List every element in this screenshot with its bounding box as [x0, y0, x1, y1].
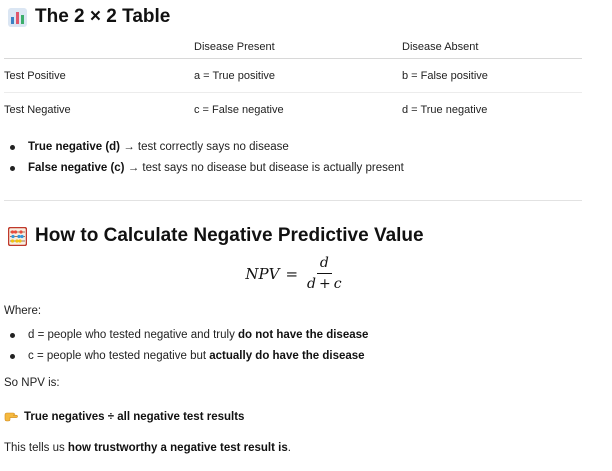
list-item-bold: False negative (c) [28, 162, 125, 174]
list-item-bold: True negative (d) [28, 141, 121, 153]
table-cell: a = True positive [194, 59, 402, 93]
section-divider [4, 200, 582, 201]
abacus-icon [8, 227, 27, 246]
table-row [4, 93, 582, 127]
npv-formula [0, 255, 590, 292]
list-item-text: c = people who tested negative but [28, 350, 210, 362]
formula-denominator [304, 274, 345, 292]
list-item-text: → test correctly says no disease [120, 141, 289, 153]
table-cell: Test Negative [4, 103, 71, 116]
formula-fraction [304, 255, 345, 292]
callout [4, 410, 244, 423]
pointing-hand-icon [4, 410, 18, 422]
table-row [4, 59, 582, 93]
table-cell: d = True negative [402, 103, 488, 116]
closing-pre: This tells us [4, 442, 68, 454]
closing-post: . [287, 442, 291, 454]
callout-text: True negatives ÷ all negative test results [24, 411, 245, 423]
table-header-cell [4, 36, 194, 59]
formula-den-op: + [319, 276, 331, 292]
table-cell: c = False negative [194, 103, 284, 116]
table-cell: Test Positive [4, 59, 194, 93]
formula-lhs: NPV [245, 264, 280, 283]
formula-den-a: d [307, 276, 317, 292]
formula-den-b: c [333, 276, 342, 292]
formula-equals: = [285, 264, 299, 283]
list-item-text: d = people who tested negative and truly [28, 329, 239, 341]
where-list [10, 325, 368, 367]
table-cell: b = False positive [402, 59, 582, 93]
section-title-2x2-table [8, 6, 170, 28]
definition-list [10, 137, 404, 179]
list-item [10, 346, 368, 367]
so-label: So NPV is: [4, 377, 60, 389]
section-title-text: How to Calculate Negative Predictive Value [35, 225, 424, 246]
list-item [10, 137, 404, 158]
table-header-cell: Disease Absent [402, 36, 582, 59]
table-header-cell: Disease Present [194, 36, 402, 59]
list-item [10, 158, 404, 179]
two-by-two-table [4, 36, 582, 126]
section-title-text: The 2 × 2 Table [35, 6, 171, 27]
section-title-npv [8, 225, 424, 247]
list-item-text: → test says no disease but disease is actually present [124, 162, 404, 174]
list-item-bold: actually do have the disease [209, 350, 365, 362]
formula-numerator: d [317, 255, 332, 274]
bar-chart-icon [8, 8, 27, 27]
where-label: Where: [4, 305, 42, 317]
list-item [10, 325, 368, 346]
closing-bold: how trustworthy a negative test result is [67, 442, 288, 454]
table-header-row [4, 36, 582, 59]
list-item-bold: do not have the disease [238, 329, 369, 341]
closing-sentence [4, 442, 291, 454]
